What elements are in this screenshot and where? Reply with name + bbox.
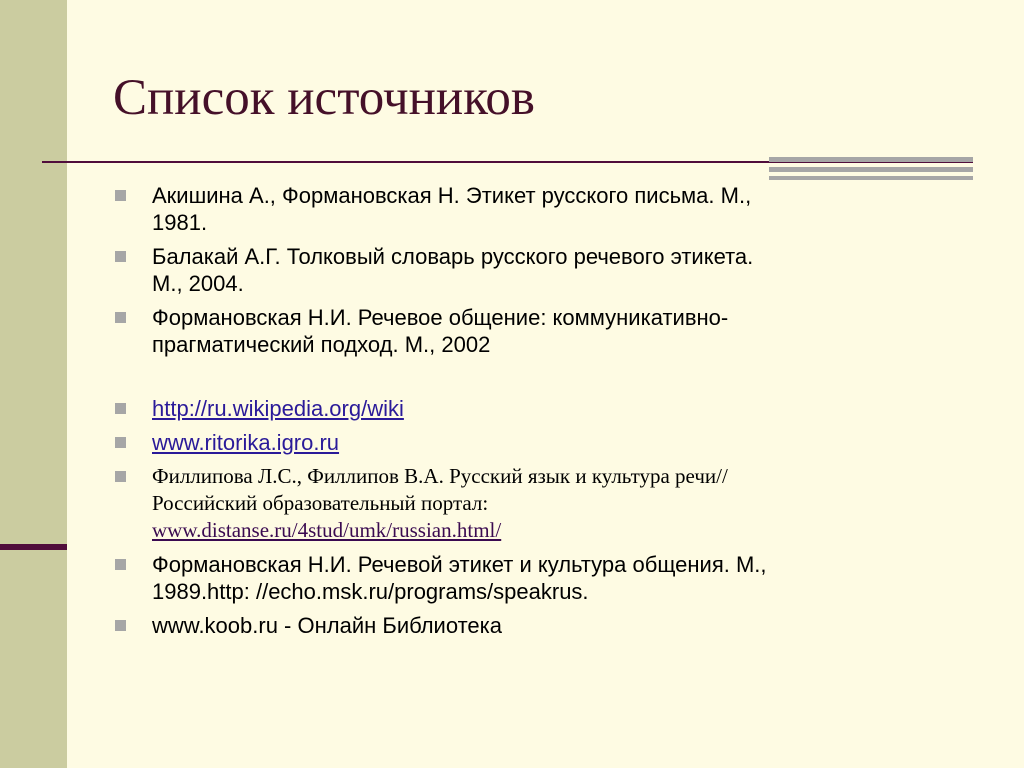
list-item bbox=[115, 551, 995, 605]
list-item bbox=[115, 182, 995, 236]
item-text: Балакай А.Г. Толковый словарь русского речевого этикета. bbox=[152, 244, 754, 269]
list-item bbox=[115, 429, 995, 456]
wikipedia-link[interactable]: http://ru.wikipedia.org/wiki bbox=[152, 396, 404, 421]
square-bullet-icon bbox=[115, 251, 126, 262]
left-accent-mark bbox=[0, 544, 67, 550]
list-item bbox=[115, 243, 995, 297]
list-item bbox=[115, 612, 995, 639]
ritorika-link[interactable]: www.ritorika.igro.ru bbox=[152, 430, 340, 455]
item-text: Акишина А., Формановская Н. Этикет русского письма. М., bbox=[152, 183, 752, 208]
distanse-link[interactable]: www.distanse.ru/4stud/umk/russian.html/ bbox=[152, 518, 502, 542]
item-text: Российский образовательный портал: bbox=[152, 491, 489, 515]
item-text: прагматический подход. М., 2002 bbox=[152, 332, 491, 357]
title-accent-bar bbox=[769, 176, 973, 180]
item-text: www.koob.ru - Онлайн Библиотека bbox=[152, 613, 503, 638]
slide-title: Список источников bbox=[113, 70, 535, 126]
item-text: Филлипова Л.С., Филлипов В.А. Русский язык и культура речи// bbox=[152, 464, 728, 488]
square-bullet-icon bbox=[115, 437, 126, 448]
square-bullet-icon bbox=[115, 403, 126, 414]
list-item bbox=[115, 304, 995, 358]
item-text: Формановская Н.И. Речевой этикет и культура общения. М., bbox=[152, 552, 767, 577]
square-bullet-icon bbox=[115, 471, 126, 482]
title-accent-bar bbox=[769, 167, 973, 172]
item-text: М., 2004. bbox=[152, 271, 244, 296]
list-item bbox=[115, 463, 995, 544]
square-bullet-icon bbox=[115, 190, 126, 201]
square-bullet-icon bbox=[115, 559, 126, 570]
item-text: Формановская Н.И. Речевое общение: коммуникативно- bbox=[152, 305, 729, 330]
sources-list bbox=[115, 182, 995, 646]
item-text: 1981. bbox=[152, 210, 208, 235]
list-item bbox=[115, 395, 995, 422]
square-bullet-icon bbox=[115, 620, 126, 631]
left-decorative-band bbox=[0, 0, 67, 768]
title-accent-bar bbox=[769, 157, 973, 162]
item-text: 1989.http: //echo.msk.ru/programs/speakrus. bbox=[152, 579, 589, 604]
square-bullet-icon bbox=[115, 312, 126, 323]
